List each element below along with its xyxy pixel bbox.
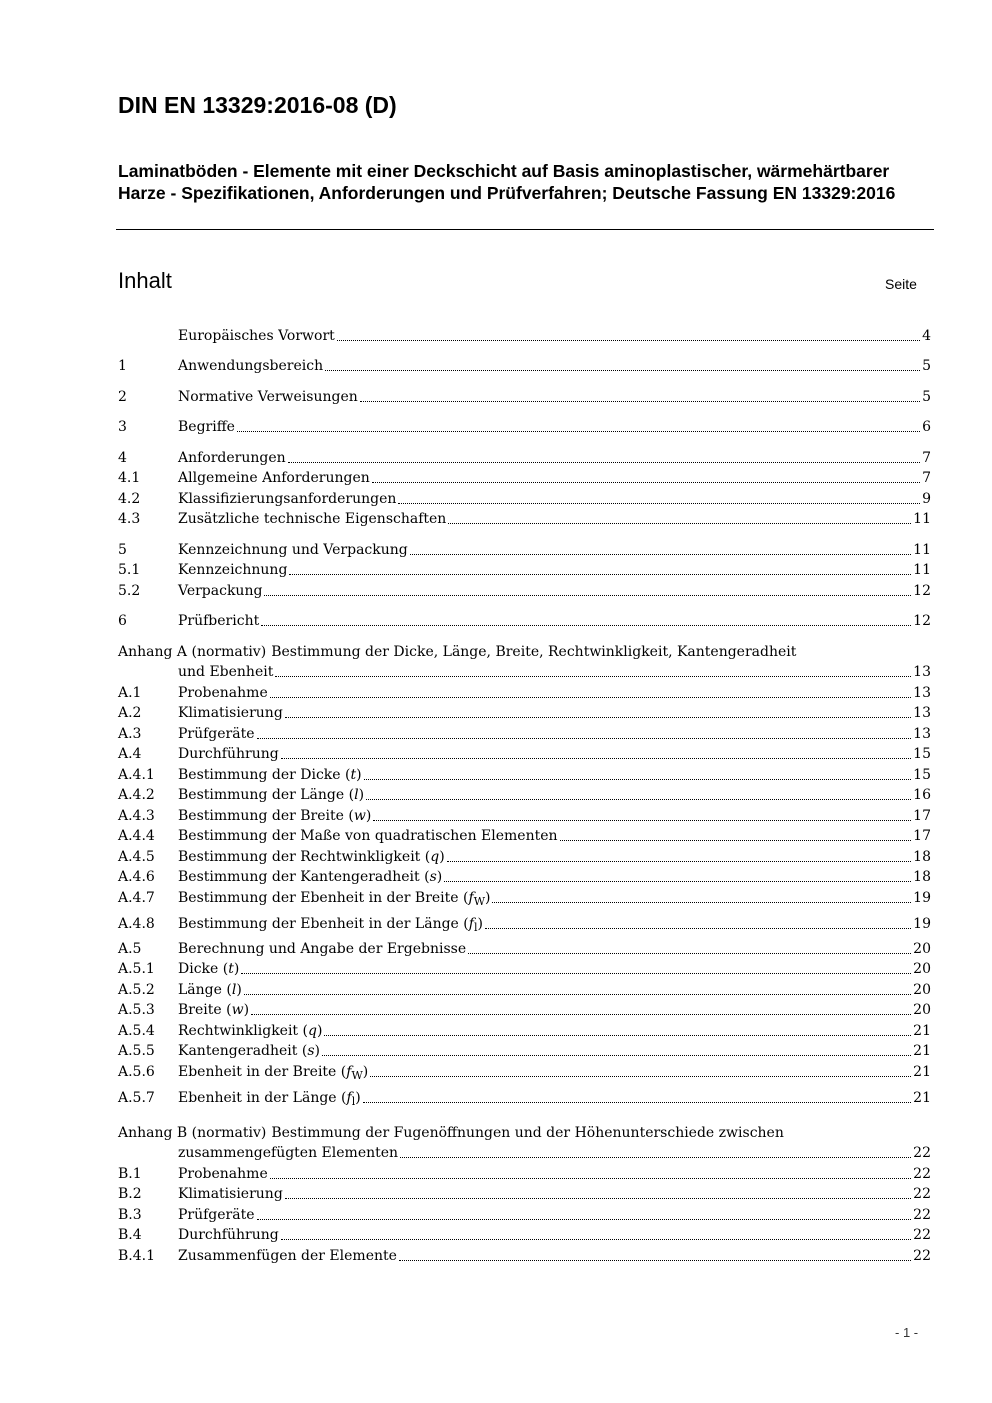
toc-entry-number: A.5.5 — [118, 1043, 155, 1059]
toc-entry-title — [178, 540, 408, 560]
toc-entry-page: 20 — [913, 961, 931, 977]
toc-entry-number: A.4.6 — [118, 869, 155, 885]
toc-entry-title-text: Bestimmung der Maße von quadratischen Elementen — [178, 828, 558, 844]
toc-entry-title-text: Kantengeradheit ( — [178, 1043, 308, 1059]
toc-entry-title — [178, 806, 371, 826]
toc-entry-title — [178, 1088, 361, 1112]
annex-a-label: Anhang A (normativ) — [118, 644, 267, 660]
toc-leader-dots — [492, 900, 911, 903]
toc-entry[interactable] — [118, 683, 931, 703]
toc-entry-title-text: Länge ( — [178, 982, 232, 998]
toc-entry-page: 19 — [913, 890, 931, 906]
page-number-footer: - 1 - — [895, 1325, 919, 1340]
toc-entry[interactable] — [118, 724, 931, 744]
toc-entry-number: A.1 — [118, 685, 142, 701]
toc-entry-page: 11 — [913, 511, 931, 527]
toc-entry-page: 13 — [913, 726, 931, 742]
toc-entry-symbol-subscript: l — [473, 921, 478, 934]
toc-entry-title-tail: ) — [485, 890, 491, 906]
toc-entry-title-tail: ) — [477, 916, 483, 932]
toc-entry-title-text: Zusätzliche technische Eigenschaften — [178, 511, 447, 527]
toc-entry-title — [178, 867, 442, 887]
toc-entry-title-text: Kennzeichnung und Verpackung — [178, 542, 408, 558]
toc-entry-page: 22 — [913, 1166, 931, 1182]
toc-entry-page: 18 — [913, 849, 931, 865]
toc-entry-title-tail: ) — [356, 767, 362, 783]
document-number: DIN EN 13329:2016-08 (D) — [118, 92, 397, 118]
toc-leader-dots — [373, 818, 911, 821]
annex-b-page: 22 — [913, 1145, 931, 1161]
toc-entry-title-text: Prüfbericht — [178, 613, 260, 629]
toc-entry[interactable] — [118, 888, 931, 908]
toc-entry-title-text: Klimatisierung — [178, 1186, 283, 1202]
toc-entry-symbol-subscript: W — [473, 895, 485, 908]
toc-entry-title-text: Durchführung — [178, 1227, 279, 1243]
toc-entry-title-text: Durchführung — [178, 746, 279, 762]
toc-entry-number: A.4.8 — [118, 916, 155, 932]
toc-entry-title-text: Klimatisierung — [178, 705, 283, 721]
toc-entry-page: 5 — [922, 358, 931, 374]
toc-entry-symbol: t — [350, 767, 357, 783]
toc-entry-title-text: Bestimmung der Ebenheit in der Breite ( — [178, 890, 469, 906]
toc-leader-dots — [400, 1155, 911, 1158]
toc-leader-dots — [370, 1074, 911, 1077]
toc-entry[interactable] — [118, 1062, 931, 1082]
toc-leader-dots — [337, 338, 920, 341]
toc-entry-title — [178, 1000, 249, 1020]
header-divider — [116, 229, 934, 230]
toc-entry-title-text: Allgemeine Anforderungen — [178, 470, 370, 486]
toc-entry-page: 20 — [913, 941, 931, 957]
toc-entry[interactable] — [118, 744, 931, 764]
toc-entry-title-text: Normative Verweisungen — [178, 389, 358, 405]
toc-leader-dots — [270, 1176, 911, 1179]
toc-entry-number: B.1 — [118, 1166, 142, 1182]
toc-leader-dots — [360, 399, 920, 402]
toc-leader-dots — [410, 552, 911, 555]
toc-entry-number: B.4 — [118, 1227, 142, 1243]
toc-entry-number: A.4 — [118, 746, 142, 762]
toc-entry-title — [178, 724, 255, 744]
toc-entry-title-tail: ) — [316, 1023, 323, 1039]
toc-leader-dots — [285, 1196, 911, 1199]
toc-leader-dots — [281, 1237, 911, 1240]
annex-a-title-line2: und Ebenheit — [178, 664, 274, 680]
toc-entry[interactable] — [118, 356, 931, 376]
toc-entry[interactable] — [118, 785, 931, 805]
toc-leader-dots — [281, 756, 911, 759]
toc-entry-title — [178, 959, 239, 979]
toc-entry-title — [178, 765, 362, 785]
toc-leader-dots — [257, 736, 912, 739]
toc-entry[interactable] — [118, 1000, 931, 1020]
toc-entry-number: A.2 — [118, 705, 142, 721]
toc-entry-number: A.4.3 — [118, 808, 155, 824]
toc-entry-number: 4 — [118, 450, 127, 466]
toc-entry-title — [178, 826, 558, 846]
toc-entry-page: 15 — [913, 767, 931, 783]
toc-entry[interactable] — [118, 1021, 931, 1041]
toc-entry-title-text: Bestimmung der Ebenheit in der Länge ( — [178, 916, 469, 932]
toc-page-column-label: Seite — [885, 276, 917, 292]
toc-entry-page: 20 — [913, 982, 931, 998]
toc-entry-title — [178, 1164, 268, 1184]
toc-entry-title-text: Breite ( — [178, 1002, 232, 1018]
toc-entry-title-tail: ) — [314, 1043, 320, 1059]
toc-entry-title — [178, 489, 396, 509]
toc-entry[interactable] — [118, 765, 931, 785]
toc-entry-symbol: q — [430, 849, 440, 865]
toc-entry-symbol: t — [228, 961, 234, 977]
toc-entry-number: A.4.2 — [118, 787, 155, 803]
toc-entry-title-text: Prüfgeräte — [178, 1207, 255, 1223]
toc-leader-dots — [322, 1053, 911, 1056]
toc-leader-dots — [325, 368, 920, 371]
toc-entry-page: 21 — [913, 1090, 931, 1106]
toc-entry-number: A.5.3 — [118, 1002, 155, 1018]
toc-entry-page: 11 — [913, 542, 931, 558]
toc-entry-title-text: Probenahme — [178, 685, 268, 701]
toc-entry-page: 21 — [913, 1023, 931, 1039]
toc-entry-number: A.3 — [118, 726, 142, 742]
toc-entry-number: 2 — [118, 389, 127, 405]
toc-entry-title — [178, 468, 370, 488]
toc-entry-title-tail: ) — [362, 1064, 369, 1080]
toc-entry-title-tail: ) — [243, 1002, 250, 1018]
toc-entry-page: 4 — [922, 328, 931, 344]
toc-entry-title — [178, 387, 358, 407]
toc-entry-title-text: Zusammenfügen der Elemente — [178, 1248, 397, 1264]
toc-entry[interactable] — [118, 1205, 931, 1225]
annex-b-heading-continuation[interactable] — [178, 1143, 931, 1163]
toc-entry-symbol: s — [307, 1043, 315, 1059]
toc-entry-title-text: Ebenheit in der Breite ( — [178, 1064, 347, 1080]
toc-entry-symbol: w — [231, 1002, 244, 1018]
toc-entry-number: A.5.7 — [118, 1090, 155, 1106]
toc-entry-title — [178, 1184, 283, 1204]
annex-b-title-line1: Bestimmung der Fugenöffnungen und der Höhenunterschiede zwischen — [271, 1125, 784, 1141]
toc-leader-dots — [485, 926, 911, 929]
toc-entry[interactable] — [118, 448, 931, 468]
toc-entry-title — [178, 1205, 255, 1225]
annex-a-heading-continuation[interactable] — [178, 662, 931, 682]
toc-entry-number: A.5 — [118, 941, 142, 957]
toc-entry-title — [178, 326, 335, 346]
toc-entry-title-tail: ) — [439, 849, 445, 865]
toc-entry-symbol: w — [353, 808, 366, 824]
toc-entry-page: 17 — [913, 828, 931, 844]
toc-entry-title-text: Bestimmung der Länge ( — [178, 787, 355, 803]
toc-leader-dots — [363, 1100, 911, 1103]
toc-entry-title — [178, 448, 286, 468]
toc-entry[interactable] — [118, 1088, 931, 1108]
toc-entry-page: 7 — [922, 450, 931, 466]
toc-leader-dots — [270, 695, 911, 698]
toc-leader-dots — [324, 1033, 911, 1036]
toc-entry-title — [178, 611, 259, 631]
toc-entry[interactable] — [118, 417, 931, 437]
toc-entry[interactable] — [118, 387, 931, 407]
toc-leader-dots — [275, 674, 911, 677]
toc-entry-title-text: Anforderungen — [178, 450, 286, 466]
toc-leader-dots — [372, 480, 920, 483]
toc-leader-dots — [444, 879, 911, 882]
toc-heading: Inhalt — [118, 268, 172, 293]
toc-leader-dots — [364, 777, 912, 780]
toc-entry-page: 13 — [913, 705, 931, 721]
toc-entry-title — [178, 1246, 397, 1266]
toc-entry[interactable] — [118, 939, 931, 959]
toc-entry-title — [178, 980, 242, 1000]
toc-leader-dots — [244, 992, 911, 995]
toc-entry-number: 4.2 — [118, 491, 141, 507]
toc-entry-number: 4.1 — [118, 470, 141, 486]
toc-leader-dots — [285, 715, 911, 718]
toc-leader-dots — [237, 429, 920, 432]
toc-entry-number: A.4.4 — [118, 828, 155, 844]
toc-entry-number: A.4.7 — [118, 890, 155, 906]
toc-entry-title-tail: ) — [355, 1090, 361, 1106]
annex-b-heading[interactable] — [118, 1123, 931, 1143]
toc-entry-page: 22 — [913, 1227, 931, 1243]
toc-entry-symbol: l — [354, 787, 359, 803]
toc-entry-page: 22 — [913, 1248, 931, 1264]
toc-entry-title — [178, 888, 490, 912]
toc-entry-title-tail: ) — [436, 869, 443, 885]
toc-entry-title-text: Verpackung — [178, 583, 263, 599]
toc-entry[interactable] — [118, 540, 931, 560]
toc-leader-dots — [399, 1258, 911, 1261]
toc-entry-title — [178, 1041, 320, 1061]
toc-entry-title-text: Bestimmung der Dicke ( — [178, 767, 351, 783]
toc-entry[interactable] — [118, 1184, 931, 1204]
toc-entry-title-tail: ) — [365, 808, 372, 824]
annex-b-title-line2: zusammengefügten Elementen — [178, 1145, 399, 1161]
toc-leader-dots — [448, 521, 911, 524]
toc-entry-number: A.5.1 — [118, 961, 155, 977]
toc-entry-number: 3 — [118, 419, 127, 435]
toc-entry-title-text: Begriffe — [178, 419, 235, 435]
toc-entry-title — [178, 1062, 368, 1086]
toc-entry-page: 5 — [922, 389, 931, 405]
toc-entry-symbol: s — [429, 869, 437, 885]
toc-entry-title-text: Ebenheit in der Länge ( — [178, 1090, 347, 1106]
toc-entry[interactable] — [118, 326, 931, 346]
toc-leader-dots — [468, 951, 911, 954]
annex-a-heading[interactable] — [118, 642, 931, 662]
toc-entry-number: B.2 — [118, 1186, 142, 1202]
toc-entry[interactable] — [118, 468, 931, 488]
toc-entry[interactable] — [118, 980, 931, 1000]
toc-entry[interactable] — [118, 1225, 931, 1245]
toc-entry-title-text: Dicke ( — [178, 961, 229, 977]
toc-entry-number: 4.3 — [118, 511, 141, 527]
toc-entry[interactable] — [118, 581, 931, 601]
toc-entry-number: 6 — [118, 613, 127, 629]
toc-entry[interactable] — [118, 847, 931, 867]
toc-entry-title — [178, 356, 323, 376]
toc-entry-number: 1 — [118, 358, 127, 374]
toc-entry-page: 16 — [913, 787, 931, 803]
toc-entry[interactable] — [118, 611, 931, 631]
toc-entry-symbol-subscript: W — [351, 1069, 363, 1082]
toc-entry-title-text: Bestimmung der Breite ( — [178, 808, 354, 824]
toc-entry-page: 18 — [913, 869, 931, 885]
toc-leader-dots — [447, 859, 912, 862]
toc-entry-title-text: Berechnung und Angabe der Ergebnisse — [178, 941, 467, 957]
toc-entry-title-text: Prüfgeräte — [178, 726, 255, 742]
toc-entry-title-text: Anwendungsbereich — [178, 358, 324, 374]
toc-leader-dots — [261, 623, 911, 626]
toc-entry-page: 21 — [913, 1043, 931, 1059]
toc-entry-title-text: Kennzeichnung — [178, 562, 288, 578]
toc-entry-title-text: Rechtwinkligkeit ( — [178, 1023, 308, 1039]
toc-entry-page: 21 — [913, 1064, 931, 1080]
toc-entry-title — [178, 847, 445, 867]
toc-entry-number: 5.2 — [118, 583, 141, 599]
toc-entry-symbol: q — [307, 1023, 317, 1039]
toc-entry[interactable] — [118, 489, 931, 509]
toc-entry-number: B.4.1 — [118, 1248, 156, 1264]
toc-entry-title — [178, 1021, 322, 1041]
toc-leader-dots — [560, 838, 912, 841]
toc-entry[interactable] — [118, 1164, 931, 1184]
annex-a-page: 13 — [913, 664, 931, 680]
toc-entry[interactable] — [118, 509, 931, 529]
toc-entry[interactable] — [118, 914, 931, 934]
toc-entry-title-text: Europäisches Vorwort — [178, 328, 335, 344]
toc-entry-title-text: Bestimmung der Rechtwinkligkeit ( — [178, 849, 431, 865]
toc-entry-title — [178, 417, 235, 437]
toc-entry-page: 15 — [913, 746, 931, 762]
toc-entry-symbol: f — [346, 1090, 352, 1106]
toc-entry-number: A.4.1 — [118, 767, 155, 783]
toc-leader-dots — [288, 460, 920, 463]
toc-entry-title — [178, 939, 466, 959]
toc-entry-page: 9 — [922, 491, 931, 507]
toc-entry-title — [178, 1225, 279, 1245]
toc-entry[interactable] — [118, 1041, 931, 1061]
toc-entry-page: 13 — [913, 685, 931, 701]
toc-entry-title-text: Probenahme — [178, 1166, 268, 1182]
toc-entry[interactable] — [118, 560, 931, 580]
toc-leader-dots — [251, 1012, 911, 1015]
toc-entry-symbol: f — [346, 1064, 352, 1080]
toc-leader-dots — [398, 501, 920, 504]
toc-entry-symbol: l — [231, 982, 237, 998]
toc-entry-symbol: f — [468, 890, 474, 906]
toc-entry[interactable] — [118, 826, 931, 846]
toc-entry-page: 17 — [913, 808, 931, 824]
annex-a-title-line1: Bestimmung der Dicke, Länge, Breite, Rechtwinkligkeit, Kantengeradheit — [271, 644, 797, 660]
toc-entry-page: 12 — [913, 583, 931, 599]
toc-entry-title-text: Bestimmung der Kantengeradheit ( — [178, 869, 430, 885]
toc-entry-title — [178, 744, 279, 764]
toc-entry-symbol: f — [468, 916, 474, 932]
toc-entry-page: 19 — [913, 916, 931, 932]
toc-entry[interactable] — [118, 867, 931, 887]
annex-b-label: Anhang B (normativ) — [118, 1125, 267, 1141]
toc-entry-number: B.3 — [118, 1207, 142, 1223]
toc-entry-number: A.5.4 — [118, 1023, 155, 1039]
toc-entry-title — [178, 914, 483, 938]
toc-entry-title — [178, 560, 287, 580]
toc-entry-title — [178, 509, 446, 529]
toc-entry-title — [178, 683, 268, 703]
toc-entry-title-tail: ) — [236, 982, 242, 998]
toc-entry-number: A.5.2 — [118, 982, 155, 998]
toc-entry-page: 12 — [913, 613, 931, 629]
toc-entry-page: 22 — [913, 1207, 931, 1223]
toc-entry-page: 7 — [922, 470, 931, 486]
toc-leader-dots — [366, 797, 911, 800]
toc-entry[interactable] — [118, 703, 931, 723]
toc-entry-page: 11 — [913, 562, 931, 578]
toc-leader-dots — [289, 572, 911, 575]
toc-entry-number: 5 — [118, 542, 127, 558]
toc-entry-title — [178, 703, 283, 723]
toc-leader-dots — [241, 971, 911, 974]
toc-entry-number: A.4.5 — [118, 849, 155, 865]
toc-entry-title-text: Klassifizierungsanforderungen — [178, 491, 397, 507]
toc-entry-title — [178, 581, 262, 601]
toc-entry[interactable] — [118, 1246, 931, 1266]
toc-entry-number: 5.1 — [118, 562, 141, 578]
toc-entry-title-tail: ) — [358, 787, 365, 803]
toc-leader-dots — [264, 593, 911, 596]
toc-entry-number: A.5.6 — [118, 1064, 155, 1080]
toc-entry-title — [178, 785, 364, 805]
toc-entry-page: 6 — [922, 419, 931, 435]
toc-entry[interactable] — [118, 959, 931, 979]
toc-entry-page: 22 — [913, 1186, 931, 1202]
document-subtitle: Laminatböden - Elemente mit einer Deckschicht auf Basis aminoplastischer, wärmehärtbarer Harze - Spezifikationen, Anforderungen und Prüfverfahren; Deutsche Fassung EN 13329:2016 — [118, 161, 896, 203]
toc-entry-page: 20 — [913, 1002, 931, 1018]
toc-entry[interactable] — [118, 806, 931, 826]
toc-entry-title-tail: ) — [233, 961, 240, 977]
toc-leader-dots — [257, 1217, 912, 1220]
toc-entry-symbol-subscript: l — [351, 1095, 356, 1108]
